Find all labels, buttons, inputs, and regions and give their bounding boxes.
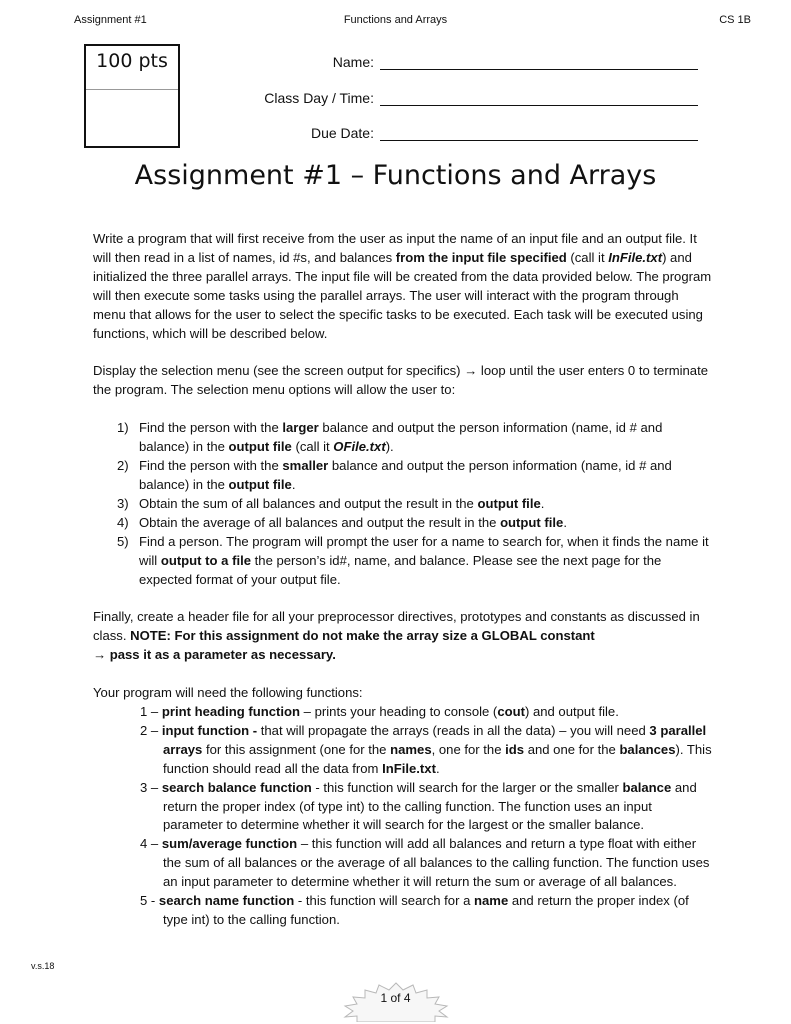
item-text: Find a person. The program will prompt the user for a name to search for, when it finds the name it will bbox=[139, 533, 709, 568]
function-text: and one for the bbox=[524, 741, 620, 757]
item-bold: output to a file bbox=[160, 552, 252, 568]
item-text: . bbox=[291, 476, 296, 492]
intro-text-3: ) and initialized the three parallel arrays. The input file will be created from the data provided below. The program will then execute some tasks using the parallel arrays. The user will interact with the program through menu that allows for the user to select the specific tasks to be executed. Each task will be executed using functions, which will be described below. bbox=[93, 249, 712, 341]
final-text: Finally, create a header file for all your preprocessor directives, prototypes and constants as discussed in class. bbox=[93, 609, 700, 644]
function-text: and return the proper index (of type int) to the calling function. The function uses an input parameter to determine whether it will search for the largest or the smaller balance. bbox=[163, 779, 697, 833]
arrow-icon: → bbox=[464, 363, 478, 379]
function-bold: ids bbox=[505, 741, 525, 757]
function-number: 5 - bbox=[140, 893, 159, 909]
function-text: that will propagate the arrays (reads in all the data) – you will need bbox=[257, 722, 650, 738]
name-line bbox=[380, 69, 698, 70]
function-bold: cout bbox=[497, 704, 525, 720]
item-filename: OFile.txt bbox=[333, 439, 386, 455]
class-label: Class Day / Time: bbox=[264, 90, 374, 106]
function-name: input function - bbox=[161, 722, 258, 738]
name-label: Name: bbox=[332, 54, 374, 70]
item-bold: output file bbox=[228, 476, 292, 492]
arrow-icon: → bbox=[93, 647, 107, 663]
function-text: and return the proper index (of type int) to the calling function. bbox=[163, 893, 689, 927]
list-item bbox=[93, 533, 713, 590]
function-name: search balance function bbox=[161, 779, 312, 795]
function-text: , one for the bbox=[431, 741, 506, 757]
function-number: 4 – bbox=[140, 836, 162, 852]
function-text: for this assignment (one for the bbox=[202, 741, 391, 757]
points-label: 100 pts bbox=[96, 50, 168, 72]
intro-paragraph bbox=[93, 230, 713, 343]
header-center: Functions and Arrays bbox=[343, 14, 448, 26]
intro-bold-1: from the input file specified bbox=[395, 249, 567, 265]
function-bold: names bbox=[390, 741, 432, 757]
item-text: Obtain the average of all balances and output the result in the bbox=[139, 514, 501, 530]
points-box bbox=[84, 44, 180, 148]
item-bold: larger bbox=[282, 420, 319, 436]
function-text: . bbox=[435, 760, 440, 776]
class-row bbox=[200, 88, 700, 108]
menu-paragraph bbox=[93, 362, 713, 400]
page-title: Assignment #1 – Functions and Arrays bbox=[134, 160, 657, 191]
list-item bbox=[93, 457, 713, 495]
due-label: Due Date: bbox=[310, 125, 374, 141]
menu-text-2: loop until the user enters 0 to terminate the program. The selection menu options will allow the user to: bbox=[93, 363, 708, 398]
function-item bbox=[93, 892, 713, 930]
function-item bbox=[93, 722, 713, 779]
item-bold: output file bbox=[500, 514, 564, 530]
document-body bbox=[93, 230, 713, 930]
function-number: 1 – bbox=[140, 704, 162, 720]
function-text: – prints your heading to console ( bbox=[300, 704, 498, 720]
due-row bbox=[200, 123, 700, 143]
item-text: ). bbox=[385, 439, 394, 455]
item-text: (call it bbox=[291, 439, 334, 455]
page-number: 1 of 4 bbox=[380, 991, 411, 1005]
function-bold: name bbox=[474, 893, 509, 909]
final-paragraph bbox=[93, 608, 713, 665]
function-text: – this function will add all balances and return a type float with either the sum of all balances or the average of all balances to the calling function. The function uses an input parameter to determine whether it will return the sum or average of all balances. bbox=[163, 836, 710, 890]
list-item bbox=[93, 495, 713, 514]
function-name: search name function bbox=[158, 893, 295, 909]
function-text: ) and output file. bbox=[524, 704, 619, 720]
item-text: balance and output the person information (name, id # and balance) in the bbox=[139, 458, 672, 492]
final-note-2: pass it as a parameter as necessary. bbox=[106, 647, 336, 663]
options-list bbox=[93, 419, 713, 589]
item-text: Find the person with the bbox=[139, 420, 283, 436]
intro-filename: InFile.txt bbox=[608, 249, 663, 265]
item-text: Find the person with the bbox=[139, 458, 283, 474]
function-bold: InFile.txt bbox=[382, 760, 436, 776]
function-text: - this function will search for the larger or the smaller bbox=[311, 779, 623, 795]
function-text: - this function will search for a bbox=[294, 893, 475, 909]
function-item bbox=[93, 835, 713, 892]
item-text: . bbox=[540, 495, 545, 511]
item-text: Obtain the sum of all balances and output the result in the bbox=[139, 495, 478, 511]
final-note: NOTE: For this assignment do not make the array size a GLOBAL constant bbox=[130, 628, 595, 644]
item-number: 1) bbox=[117, 420, 129, 436]
item-number: 5) bbox=[117, 533, 129, 549]
intro-text-2: (call it bbox=[566, 249, 609, 265]
header-right: CS 1B bbox=[719, 14, 751, 26]
header-left: Assignment #1 bbox=[74, 14, 147, 26]
function-text: ). This function should read all the data from bbox=[163, 741, 712, 776]
list-item bbox=[93, 514, 713, 533]
due-line bbox=[380, 140, 698, 141]
list-item bbox=[93, 419, 713, 457]
item-text: . bbox=[563, 514, 567, 530]
function-bold: 3 parallel arrays bbox=[163, 722, 707, 757]
item-number: 2) bbox=[117, 458, 129, 474]
item-text: balance and output the person information (name, id # and balance) in the bbox=[139, 420, 663, 455]
item-number: 3) bbox=[117, 495, 129, 511]
points-divider bbox=[86, 89, 178, 90]
function-number: 2 – bbox=[140, 722, 162, 738]
function-name: sum/average function bbox=[161, 836, 298, 852]
item-bold: output file bbox=[228, 439, 292, 455]
item-text: the person’s id#, name, and balance. Please see the next page for the expected format of your output file. bbox=[139, 552, 662, 587]
class-line bbox=[380, 105, 698, 106]
function-bold: balances bbox=[619, 741, 676, 757]
function-number: 3 – bbox=[140, 779, 162, 795]
menu-text-1: Display the selection menu (see the screen output for specifics) bbox=[93, 363, 465, 379]
item-number: 4) bbox=[117, 514, 129, 530]
name-row bbox=[200, 52, 700, 72]
function-item bbox=[93, 779, 713, 836]
function-item bbox=[93, 703, 713, 722]
functions-intro: Your program will need the following functions: bbox=[93, 685, 363, 701]
function-name: print heading function bbox=[161, 704, 301, 720]
intro-text-1: Write a program that will first receive from the user as input the name of an input file and an output file. It will then read in a list of names, id #s, and balances bbox=[93, 231, 697, 265]
item-bold: smaller bbox=[282, 458, 329, 474]
version-label: v.s.18 bbox=[31, 961, 55, 971]
function-bold: balance bbox=[622, 779, 672, 795]
item-bold: output file bbox=[477, 495, 541, 511]
